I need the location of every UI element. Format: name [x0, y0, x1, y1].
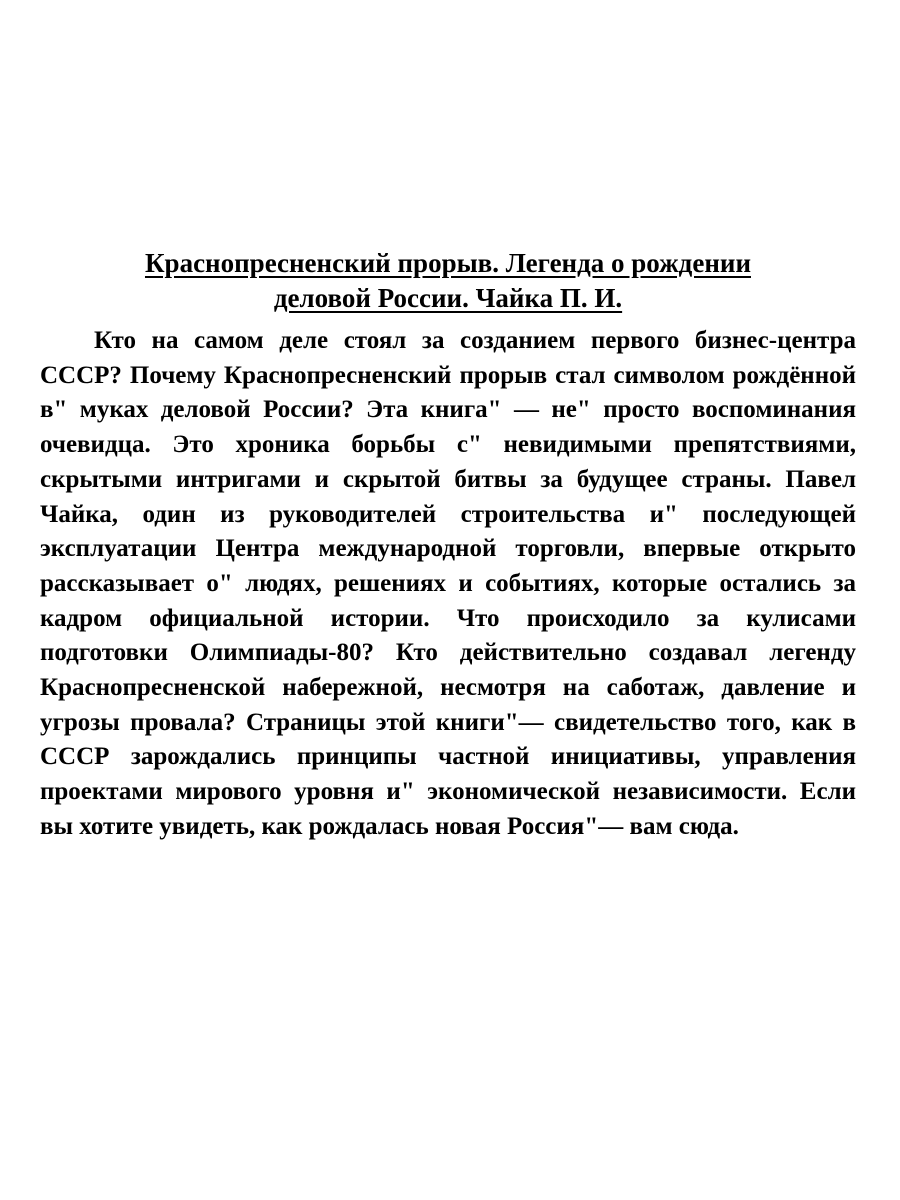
title-line-2: деловой России. Чайка П. И. — [273, 283, 623, 313]
document-title — [40, 246, 856, 316]
body-paragraph: Кто на самом деле стоял за созданием первого бизнес-центра СССР? Почему Краснопресненский прорыв стал символом рождённой в" муках деловой России? Эта книга" — не" просто воспоминания очевидца. Это хроника борьбы с" невидимыми препятствиями, скрытыми интригами и скрытой битвы за будущее страны. Павел Чайка, один из руководителей строительства и" последующей эксплуатации Центра международной торговли, впервые открыто рассказывает о" людях, решениях и событиях, которые остались за кадром официальной истории. Что происходило за кулисами подготовки Олимпиады-80? Кто действительно создавал легенду Краснопресненской набережной, несмотря на саботаж, давление и угрозы провала? Страницы этой книги"— свидетельство того, как в СССР зарождались принципы частной инициативы, управления проектами мирового уровня и" экономической независимости. Если вы хотите увидеть, как рождалась новая Россия"— вам сюда. — [40, 327, 856, 840]
document-content — [40, 246, 856, 845]
title-line-1: Краснопресненский прорыв. Легенда о рождении — [144, 248, 751, 278]
